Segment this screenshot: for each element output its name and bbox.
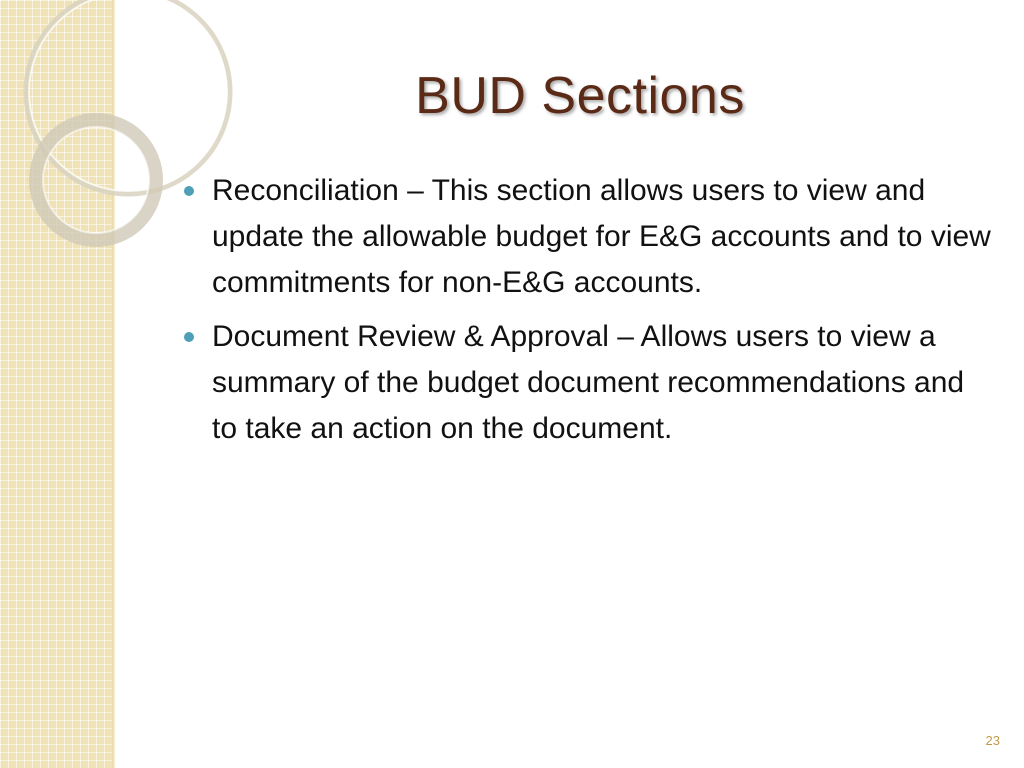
slide-title: BUD Sections (415, 67, 745, 125)
page-number: 23 (985, 733, 1000, 748)
decorative-rings (0, 0, 140, 280)
bullet-item-document-review (182, 314, 992, 452)
bullet-text: Document Review & Approval – Allows users to view a summary of the budget document recommendations and to take an action on the document. (212, 320, 965, 445)
bullet-dot-icon (184, 332, 194, 342)
bullet-list (182, 168, 992, 460)
bullet-text: Reconciliation – This section allows users to view and update the allowable budget for E&G accounts and to view commitments for non-E&G accounts. (212, 174, 991, 299)
bullet-item-reconciliation (182, 168, 992, 306)
bullet-dot-icon (184, 186, 194, 196)
